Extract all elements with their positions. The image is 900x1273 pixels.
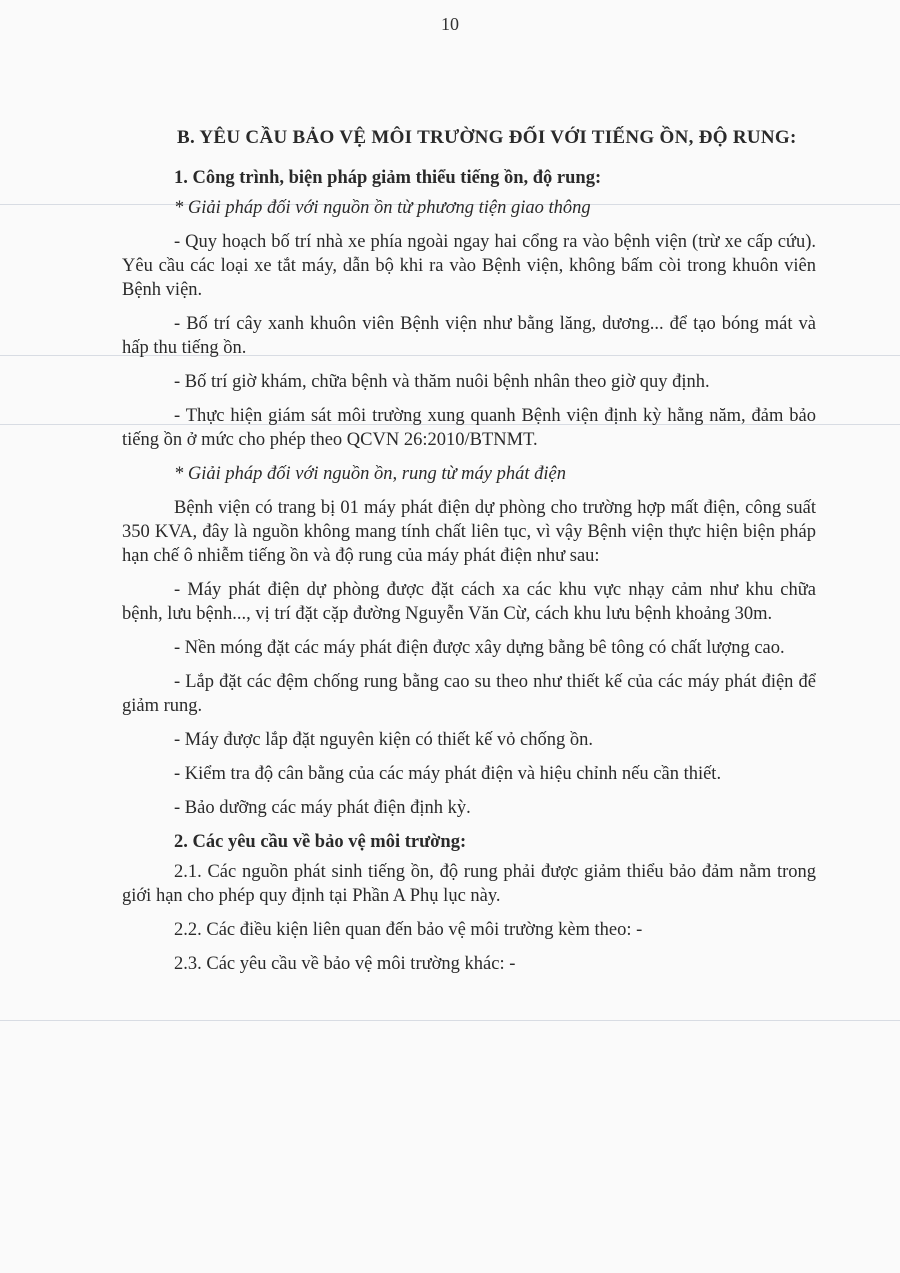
generator-item: - Nền móng đặt các máy phát điện được xây dựng bằng bê tông có chất lượng cao. (174, 638, 785, 658)
traffic-noise-heading: * Giải pháp đối với nguồn ồn từ phương tiện giao thông (174, 198, 591, 218)
subsection-1-title: 1. Công trình, biện pháp giảm thiểu tiếng ồn, độ rung: (174, 168, 602, 188)
requirement-item: 2.1. Các nguồn phát sinh tiếng ồn, độ rung phải được giảm thiểu bảo đảm nằm trong giới hạn cho phép quy định tại Phần A Phụ lục này. (122, 862, 816, 906)
scan-line (0, 1020, 900, 1021)
section-title: B. YÊU CẦU BẢO VỆ MÔI TRƯỜNG ĐỐI VỚI TIẾNG ỒN, ĐỘ RUNG: (177, 127, 797, 148)
generator-item: - Lắp đặt các đệm chống rung bằng cao su theo như thiết kế của các máy phát điện để giảm rung. (122, 672, 816, 716)
traffic-item: - Thực hiện giám sát môi trường xung quanh Bệnh viện định kỳ hằng năm, đảm bảo tiếng ồn ở mức cho phép theo QCVN 26:2010/BTNMT. (122, 406, 816, 450)
document-body (122, 126, 816, 986)
traffic-item: - Bố trí cây xanh khuôn viên Bệnh viện như bằng lăng, dương... để tạo bóng mát và hấp thu tiếng ồn. (122, 314, 816, 358)
generator-intro: Bệnh viện có trang bị 01 máy phát điện dự phòng cho trường hợp mất điện, công suất 350 KVA, đây là nguồn không mang tính chất liên tục, vì vậy Bệnh viện thực hiện biện pháp hạn chế ô nhiễm tiếng ồn và độ rung của máy phát điện như sau: (122, 498, 816, 566)
generator-noise-heading: * Giải pháp đối với nguồn ồn, rung từ máy phát điện (174, 464, 566, 484)
traffic-item: - Bố trí giờ khám, chữa bệnh và thăm nuôi bệnh nhân theo giờ quy định. (174, 372, 710, 392)
generator-item: - Máy được lắp đặt nguyên kiện có thiết kế vỏ chống ồn. (174, 730, 593, 750)
generator-item: - Kiểm tra độ cân bằng của các máy phát điện và hiệu chỉnh nếu cần thiết. (174, 764, 722, 784)
generator-item: - Bảo dưỡng các máy phát điện định kỳ. (174, 798, 471, 818)
requirement-item: 2.2. Các điều kiện liên quan đến bảo vệ môi trường kèm theo: - (174, 920, 643, 940)
page-number: 10 (441, 14, 459, 34)
subsection-2-title: 2. Các yêu cầu về bảo vệ môi trường: (174, 832, 467, 852)
traffic-item: - Quy hoạch bố trí nhà xe phía ngoài ngay hai cổng ra vào bệnh viện (trừ xe cấp cứu). Yêu cầu các loại xe tắt máy, dẫn bộ khi ra vào Bệnh viện, không bấm còi trong khuôn viên Bệnh viện. (122, 232, 816, 300)
requirement-item: 2.3. Các yêu cầu về bảo vệ môi trường khác: - (174, 954, 516, 974)
generator-item: - Máy phát điện dự phòng được đặt cách xa các khu vực nhạy cảm như khu chữa bệnh, lưu bệnh..., vị trí đặt cặp đường Nguyễn Văn Cừ, cách khu lưu bệnh khoảng 30m. (122, 580, 816, 624)
